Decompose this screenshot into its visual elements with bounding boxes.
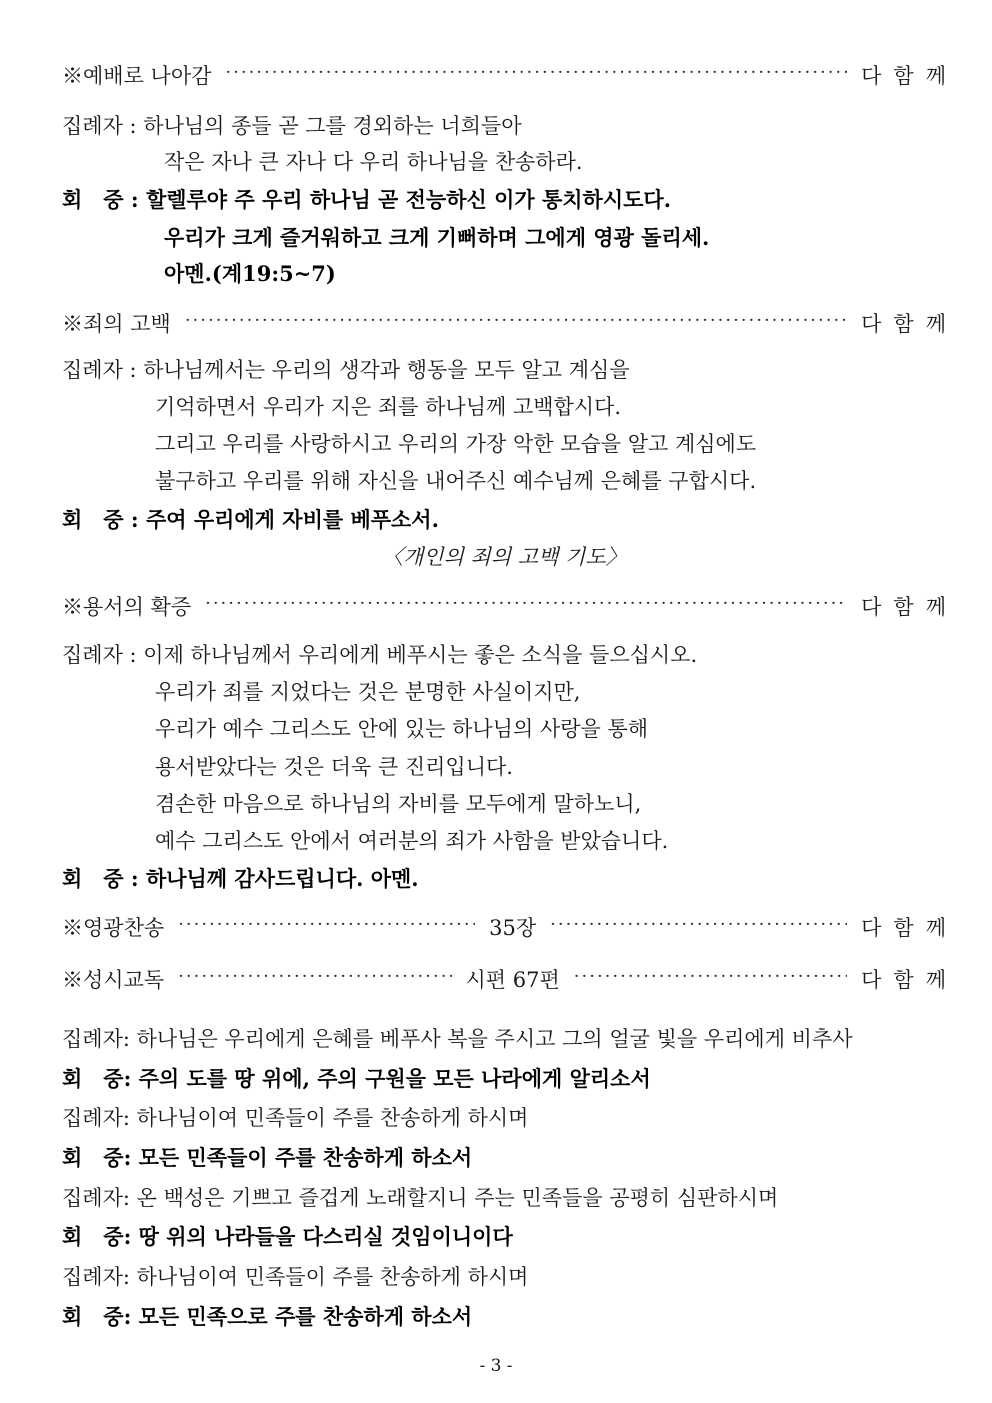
leader-line: 작은 자나 큰 자나 다 우리 하나님을 찬송하라.	[164, 150, 583, 174]
congregation-line: 우리가 크게 즐거워하고 크게 기뻐하며 그에게 영광 돌리세.	[164, 225, 710, 250]
leader-line: 집례자 : 이제 하나님께서 우리에게 베푸시는 좋은 소식을 들으십시오.	[62, 643, 698, 667]
leader-line: 집례자 : 하나님의 종들 곧 그를 경외하는 너희들아	[62, 114, 522, 138]
section-heading-responsive-reading	[62, 964, 958, 994]
section-title: ※용서의 확증	[62, 595, 192, 619]
congregation-line: 회 중: 모든 민족으로 주를 찬송하게 하소서	[62, 1304, 473, 1329]
leader-line: 불구하고 우리를 위해 자신을 내어주신 예수님께 은혜를 구합시다.	[155, 469, 757, 493]
congregation-line: 회 중: 주의 도를 땅 위에, 주의 구원을 모든 나라에게 알리소서	[62, 1066, 651, 1091]
section-heading-assurance	[62, 591, 958, 621]
congregation-line: 회 중: 모든 민족들이 주를 찬송하게 하소서	[62, 1145, 473, 1170]
congregation-line: 회 중 : 할렐루야 주 우리 하나님 곧 전능하신 이가 통치하시도다.	[62, 187, 672, 212]
leader-line: 집례자: 하나님이여 민족들이 주를 찬송하게 하시며	[62, 1265, 529, 1289]
dot-leader	[225, 60, 847, 90]
scripture-reference: 아멘.(계19:5~7)	[164, 261, 336, 286]
congregation-line: 회 중 : 주여 우리에게 자비를 베푸소서.	[62, 507, 439, 532]
dot-leader	[178, 964, 451, 994]
dot-leader	[185, 308, 847, 338]
dot-leader	[574, 964, 847, 994]
section-participant: 다함께	[861, 595, 958, 619]
prayer-note: 〈개인의 죄의 고백 기도〉	[382, 545, 627, 569]
leader-line: 우리가 죄를 지었다는 것은 분명한 사실이지만,	[155, 680, 581, 704]
leader-line: 집례자: 하나님이여 민족들이 주를 찬송하게 하시며	[62, 1106, 529, 1130]
leader-line: 예수 그리스도 안에서 여러분의 죄가 사함을 받았습니다.	[155, 829, 669, 853]
leader-line: 용서받았다는 것은 더욱 큰 진리입니다.	[155, 755, 513, 779]
dot-leader	[550, 912, 847, 942]
leader-line: 집례자: 온 백성은 기쁘고 즐겁게 노래할지니 주는 민족들을 공평히 심판하시며	[62, 1186, 779, 1210]
hymn-number: 35장	[489, 916, 537, 940]
section-heading-gloria	[62, 912, 958, 942]
section-title: ※성시교독	[62, 968, 165, 992]
leader-line: 집례자: 하나님은 우리에게 은혜를 베푸사 복을 주시고 그의 얼굴 빛을 우리에게 비추사	[62, 1027, 853, 1051]
section-title: ※영광찬송	[62, 916, 165, 940]
psalm-reference: 시편 67편	[465, 968, 560, 992]
dot-leader	[178, 912, 475, 942]
section-heading-confession	[62, 308, 958, 338]
section-title: ※죄의 고백	[62, 312, 171, 336]
dot-leader	[205, 591, 847, 621]
section-participant: 다함께	[861, 312, 958, 336]
page-number: - 3 -	[479, 1356, 513, 1376]
section-title: ※예배로 나아감	[62, 64, 212, 88]
congregation-line: 회 중 : 하나님께 감사드립니다. 아멘.	[62, 866, 419, 891]
section-heading-approach	[62, 60, 958, 90]
leader-line: 우리가 예수 그리스도 안에 있는 하나님의 사랑을 통해	[155, 717, 649, 741]
leader-line: 겸손한 마음으로 하나님의 자비를 모두에게 말하노니,	[155, 792, 642, 816]
leader-line: 그리고 우리를 사랑하시고 우리의 가장 악한 모습을 알고 계심에도	[155, 432, 757, 456]
section-participant: 다함께	[861, 968, 958, 992]
section-participant: 다함께	[861, 916, 958, 940]
section-participant: 다함께	[861, 64, 958, 88]
leader-line: 기억하면서 우리가 지은 죄를 하나님께 고백합시다.	[155, 395, 622, 419]
leader-line: 집례자 : 하나님께서는 우리의 생각과 행동을 모두 알고 계심을	[62, 358, 630, 382]
congregation-line: 회 중: 땅 위의 나라들을 다스리실 것임이니이다	[62, 1224, 513, 1249]
